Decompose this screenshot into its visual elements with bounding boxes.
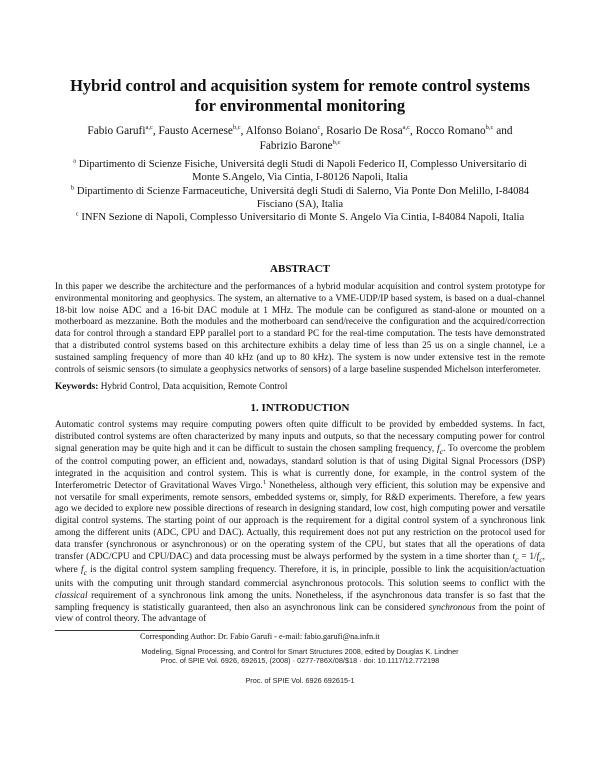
affiliation-b [70,185,530,212]
proceedings-line: Modeling, Signal Processing, and Control for Smart Structures 2008, edited by Douglas K. Lindner [141,647,459,656]
intro-text: Automatic control systems may require computing powers often quite difficult to be provided by embedded systems. In fact, distributed control systems are often characterized by many inputs and outputs, so that the necessary computing power for control signal generation may be quite high and it can be difficult to sustain the chosen sampling frequency, $f_c$. To overcome the problem of the control computing power, an efficient and, nowadays, standard solution is that of using Digital Signal Processors (DSP) integrated in the acquisition and control system. This is what is currently done, for example, in the control system of the Interferometric Detector of Gravitational Waves Virgo.$^1$ Nonetheless, although very efficient, this solution may be expensive and not versatile for small experiments, remote sensors, embedded systems or, simply, for R&D experiments. Therefore, a few years ago we decided to explore new possible directions of research in designing standard, low cost, high computing power and versatile digital control systems. The starting point of our approach is the requirement for a digital control system of a synchronous link among the different units (ADC, CPU and DAC). Actually, this requirement does not put any restriction on the protocol used for data transfer (synchronous or asynchronous) or on the operating system of the CPU, but states that all the operations of data transfer (ADC/CPU and CPU/DAC) and data processing must be always performed by the system in a time shorter than $t_c = 1/f_c$, where $f_c$ is the digital control system sampling frequency. Therefore, it is, in principle, possible to link the acquisition/actuation units with the computing unit through standard commercial asynchronous protocols. This solution seems to conflict with the classical requirement of a synchronous link among the units. Nonetheless, if the asynchronous data transfer is so fast that the sampling frequency is statistically guaranteed, then also an asynchronous link can be considered synchronous from the point of view of control theory. The advantage of [55,420,545,625]
proceedings-line: Proc. of SPIE Vol. 6926, 692615, (2008) · 0277-786X/08/$18 · doi: 10.1117/12.772198 [160,656,440,666]
footnote-rule [55,630,175,631]
affiliation-list [70,158,530,224]
affiliation-text: INFN Sezione di Napoli, Complesso Universitario di Monte S. Angelo Via Cintia, I-84084 Napoli, Italia [81,212,525,224]
keywords-label: Keywords: [55,382,99,392]
intro-heading: 1. INTRODUCTION [250,402,350,414]
affiliation-c [70,211,530,224]
keywords-text: Hybrid Control, Data acquisition, Remote Control [100,382,288,392]
paper-title: Hybrid control and acquisition system for remote control systems for environmental monitoring [70,76,530,115]
abstract-text: In this paper we describe the architecture and the performances of a hybrid modular acquisition and control system prototype for environmental monitoring and geophysics. The system, an alternative to a VME-UDP/IP based system, is based on a dual-channel 18-bit low noise ADC and a 16-bit DAC module at 1 MHz. The module can be configured as stand-alone or mounted on a motherboard as mezzanine. Both the modules and the motherboard can send/receive the configuration and the acquired/correction data for control through a standard EPP parallel port to a standard PC for the real-time computation. The tests have demonstrated that a distributed control systems based on this architecture exhibits a delay time of less than 25 us on a single channel, i.e a sustained sampling frequency of more than 40 kHz (and up to 80 kHz). The system is now under extensive test in the remote controls of seismic sensors (to simulate a geophysics networks of sensors) of a large baseline suspended Michelson interferometer. [55,282,545,375]
affiliation-mark: a [73,157,77,165]
affiliation-a [70,158,530,185]
abstract-heading: ABSTRACT [270,263,330,275]
page-footer: Proc. of SPIE Vol. 6926 692615-1 [245,676,355,685]
affiliation-mark: c [75,210,79,218]
affiliation-mark: b [70,184,75,192]
keywords-line [55,382,545,392]
proceedings-footer [100,647,500,666]
author-list: Fabio Garufi$^{a,c}$, Fausto Acernese$^{b,c}$, Alfonso Boiano$^c$, Rosario De Rosa$^{a,c}$, Rocco Romano$^{b,c}$ and Fabrizio Barone$^{b,c}$ [87,124,513,152]
corresponding-author-footnote: Corresponding Author: Dr. Fabio Garufi - e-mail: fabio.garufi@na.infn.it [140,632,380,641]
affiliation-text: Dipartimento di Scienze Fisiche, Universitá degli Studi di Napoli Federico II, Complesso Universitario di Monte S.Angelo, Via Cintia, I-80126 Napoli, Italia [78,159,527,184]
affiliation-text: Dipartimento di Scienze Farmaceutiche, Universitá degli Studi di Salerno, Via Ponte Don Melillo, I-84084 Fisciano (SA), Italia [76,185,530,210]
